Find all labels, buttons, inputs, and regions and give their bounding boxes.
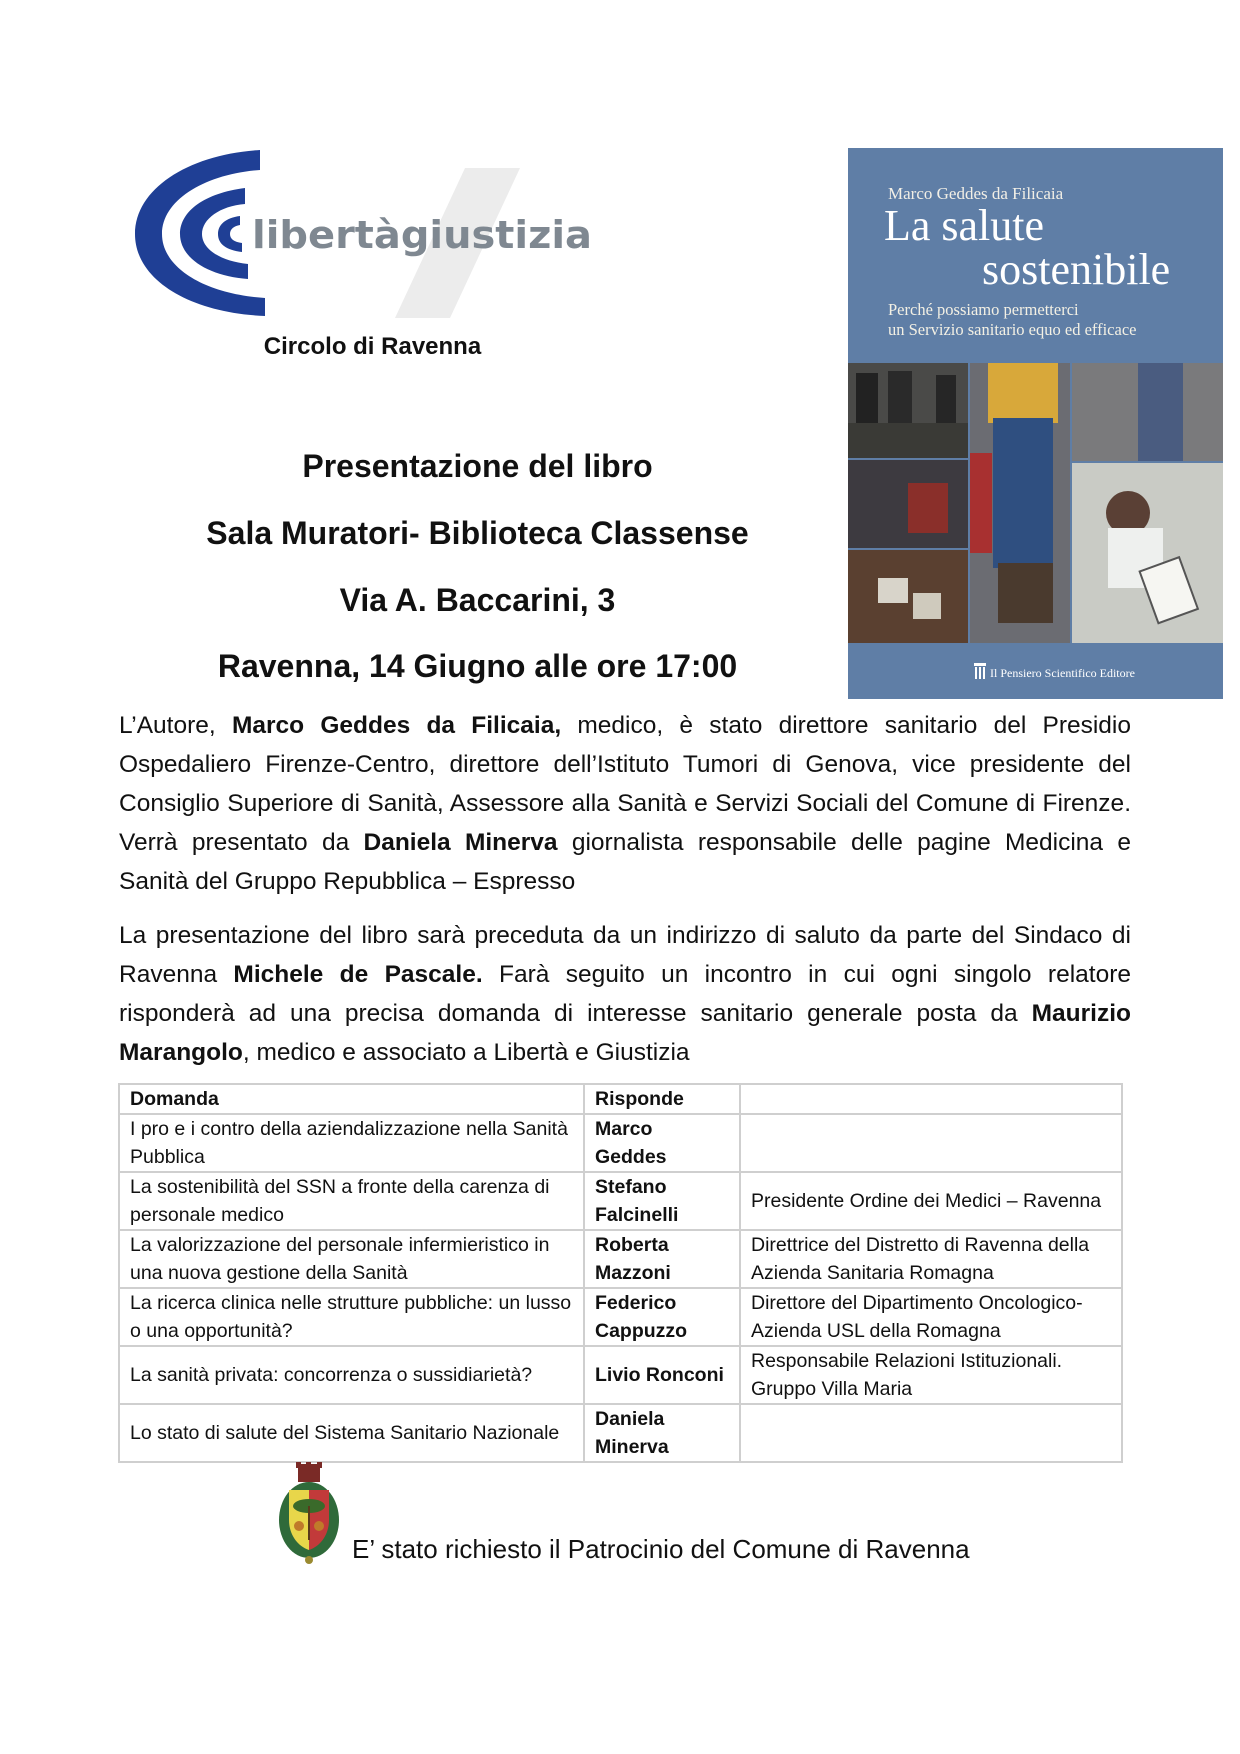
cell-domanda: I pro e i contro della aziendalizzazione nella Sanità Pubblica: [119, 1114, 584, 1172]
cell-risponde: Roberta Mazzoni: [584, 1230, 740, 1288]
text: La presentazione del libro sarà preceduta da un indirizzo di saluto da parte del Sindaco di Ravenna: [119, 922, 1131, 988]
book-cover: [848, 148, 1223, 699]
table-row: [119, 1230, 1122, 1288]
event-address: Via A. Baccarini, 3: [339, 582, 616, 618]
table-row: [119, 1346, 1122, 1404]
circolo-label: Circolo di Ravenna: [263, 333, 482, 360]
event-title: Presentazione del libro: [302, 448, 653, 484]
text: giornalista responsabile delle pagine Medicina e Sanità del Gruppo Repubblica – Espresso: [119, 829, 1131, 895]
cell-domanda: La sanità privata: concorrenza o sussidiarietà?: [119, 1346, 584, 1404]
cell-risponde: Livio Ronconi: [584, 1346, 740, 1404]
text: L’Autore,: [119, 712, 232, 739]
questions-table: [118, 1083, 1123, 1463]
liberta-giustizia-logo: [130, 148, 600, 318]
text: medico, è stato direttore sanitario del Presidio Ospedaliero Firenze-Centro, direttore dell’Istituto Tumori di Genova, vice presidente del Consiglio Superiore di Sanità, Assessore alla Sanità e Servizi Sociali del Comune di Firenze. Verrà presentato da: [119, 712, 1132, 856]
ravenna-coat-of-arms: [272, 1462, 346, 1566]
presenter-name: Daniela Minerva: [363, 829, 558, 856]
cell-risponde: Marco Geddes: [584, 1114, 740, 1172]
cell-ruolo: Direttore del Dipartimento Oncologico- Azienda USL della Romagna: [740, 1288, 1122, 1346]
table-row: [119, 1288, 1122, 1346]
logo-arc-middle: [180, 188, 248, 279]
header-risponde: Risponde: [584, 1084, 740, 1114]
cell-risponde: Daniela Minerva: [584, 1404, 740, 1462]
author-bio-paragraph: [119, 706, 1131, 901]
mayor-name: Michele de Pascale.: [233, 961, 483, 988]
author-name: Marco Geddes da Filicaia,: [231, 712, 562, 739]
cover-photo-collage: [848, 363, 1223, 643]
text: Farà seguito un incontro in cui ogni singolo relatore risponderà ad una precisa domanda di interesse sanitario generale posta da: [119, 961, 1131, 1027]
logo-arc-inner: [218, 216, 242, 252]
logo-text: libertàgiustizia: [252, 213, 592, 257]
cell-ruolo: [740, 1404, 1122, 1462]
cell-domanda: La sostenibilità del SSN a fronte della carenza di personale medico: [119, 1172, 584, 1230]
table-row: [119, 1172, 1122, 1230]
coat-of-arms-icon: [272, 1462, 346, 1566]
cover-subtitle-line1: Perché possiamo permetterci: [888, 300, 1079, 319]
moderator-name: Maurizio Marangolo: [119, 1000, 1131, 1066]
cell-risponde: Stefano Falcinelli: [584, 1172, 740, 1230]
cell-ruolo: Responsabile Relazioni Istituzionali. Gruppo Villa Maria: [740, 1346, 1122, 1404]
cover-author: Marco Geddes da Filicaia: [888, 184, 1064, 203]
table-header-row: [119, 1084, 1122, 1114]
cover-title-line2: sostenibile: [982, 245, 1171, 294]
cell-domanda: La valorizzazione del personale infermieristico in una nuova gestione della Sanità: [119, 1230, 584, 1288]
cover-title-line1: La salute: [884, 201, 1045, 250]
program-paragraph: [119, 916, 1131, 1072]
event-venue: Sala Muratori- Biblioteca Classense: [206, 515, 749, 551]
header-ruolo: [740, 1084, 1122, 1114]
cell-ruolo: Direttrice del Distretto di Ravenna della Azienda Sanitaria Romagna: [740, 1230, 1122, 1288]
table-row: [119, 1404, 1122, 1462]
header-domanda: Domanda: [119, 1084, 584, 1114]
cell-ruolo: Presidente Ordine dei Medici – Ravenna: [740, 1172, 1122, 1230]
event-date-time: Ravenna, 14 Giugno alle ore 17:00: [217, 648, 738, 684]
text: , medico e associato a Libertà e Giustizia: [242, 1039, 690, 1066]
cell-domanda: Lo stato di salute del Sistema Sanitario Nazionale: [119, 1404, 584, 1462]
patronage-note: E’ stato richiesto il Patrocinio del Comune di Ravenna: [352, 1534, 970, 1564]
cover-publisher: Il Pensiero Scientifico Editore: [990, 666, 1135, 680]
publisher-logo-icon: [974, 663, 986, 679]
cover-subtitle: [888, 300, 1136, 340]
logo-graphic: [130, 148, 600, 318]
cover-subtitle-line2: un Servizio sanitario equo ed efficace: [888, 320, 1137, 339]
cell-risponde: Federico Cappuzzo: [584, 1288, 740, 1346]
table-row: [119, 1114, 1122, 1172]
cell-ruolo: [740, 1114, 1122, 1172]
cell-domanda: La ricerca clinica nelle strutture pubbliche: un lusso o una opportunità?: [119, 1288, 584, 1346]
